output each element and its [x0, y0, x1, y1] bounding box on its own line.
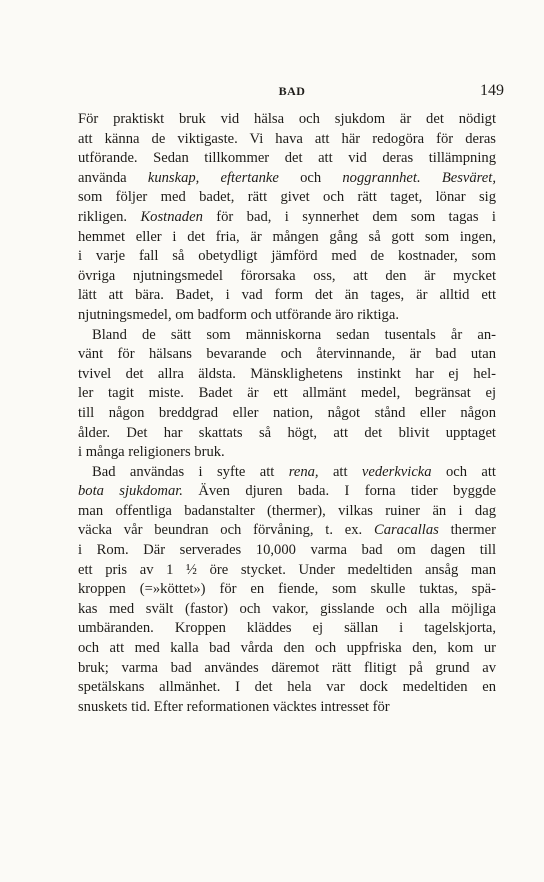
text-line: tvivel det allra äldsta. Mänsklighetens instinkt har ej hel- — [78, 365, 496, 382]
text-line: använda kunskap, eftertanke och noggrannhet. Besväret, — [78, 169, 496, 186]
text-line: i många religioners bruk. — [78, 444, 225, 461]
text-line: att känna de viktigaste. Vi hava att här redogöra för deras — [78, 130, 496, 147]
text-line: vänt för hälsans bevarande och återvinnande, är bad utan — [78, 346, 496, 363]
text-line: ålder. Det har skattats så högt, att det blivit upptaget — [78, 424, 496, 441]
text-line: utförande. Sedan tillkommer det att vid deras tillämpning — [78, 150, 496, 167]
text-line: bruk; varma bad användes däremot rätt flitigt på grund av — [78, 659, 496, 676]
paragraph — [78, 326, 496, 463]
text-line: snuskets tid. Efter reformationen väcktes intresset för — [78, 698, 390, 715]
text-line: väcka vår beundran och förvåning, t. ex. Caracallas thermer — [78, 522, 496, 539]
text-line: Bland de sätt som människorna sedan tusentals år an- — [92, 326, 496, 343]
text-line: njutningsmedel, om badform och utförande äro riktiga. — [78, 306, 399, 323]
text-line: rikligen. Kostnaden för bad, i synnerhet dem som tagas i — [78, 208, 496, 225]
text-line: lätt att bära. Badet, i vad form det än tages, är alltid ett — [78, 287, 496, 304]
text-line: övriga njutningsmedel förorsaka oss, att den är mycket — [78, 267, 496, 284]
text-line: som följer med badet, rätt givet och rätt taget, lönar sig — [78, 189, 496, 206]
body-text — [78, 110, 496, 717]
running-title: BAD — [278, 84, 306, 98]
text-line: man offentliga badanstalter (thermer), vilkas ruiner än i dag — [78, 502, 496, 519]
text-line: ett pris av 1 ½ öre stycket. Under medeltiden ansåg man — [78, 561, 496, 578]
text-line: Bad användas i syfte att rena, att vederkvicka och att — [92, 463, 496, 480]
text-line: och att med kalla bad vårda den och uppfriska den, kom ur — [78, 640, 496, 657]
text-line: För praktiskt bruk vid hälsa och sjukdom är det nödigt — [78, 111, 496, 127]
text-line: till någon breddgrad eller nation, något stånd eller någon — [78, 404, 496, 421]
text-line: i Rom. Där serverades 10,000 varma bad om dagen till — [78, 542, 496, 559]
text-line: umbäranden. Kroppen kläddes ej sällan i tagelskjorta, — [78, 620, 496, 637]
text-line: bota sjukdomar. Även djuren bada. I forna tider byggde — [78, 483, 496, 500]
text-line: i varje fall så obetydligt jämförd med de kostnader, som — [78, 248, 496, 265]
text-line: hemmet eller i det fria, är mången gång så gott som ingen, — [78, 228, 496, 245]
paragraph — [78, 463, 496, 718]
text-line: kas med svält (fastor) och vakor, gisslande och alla möjliga — [78, 600, 496, 617]
page-number: 149 — [480, 82, 504, 99]
text-line: spetälskans allmänhet. I det hela var dock medeltiden en — [78, 679, 496, 696]
text-line: kroppen (=»köttet») för en fiende, som skulle tuktas, spä- — [78, 581, 496, 598]
text-line: ler tagit miste. Badet är ett allmänt medel, begränsat ej — [78, 385, 496, 402]
paragraph — [78, 110, 496, 326]
page-header — [80, 82, 504, 106]
